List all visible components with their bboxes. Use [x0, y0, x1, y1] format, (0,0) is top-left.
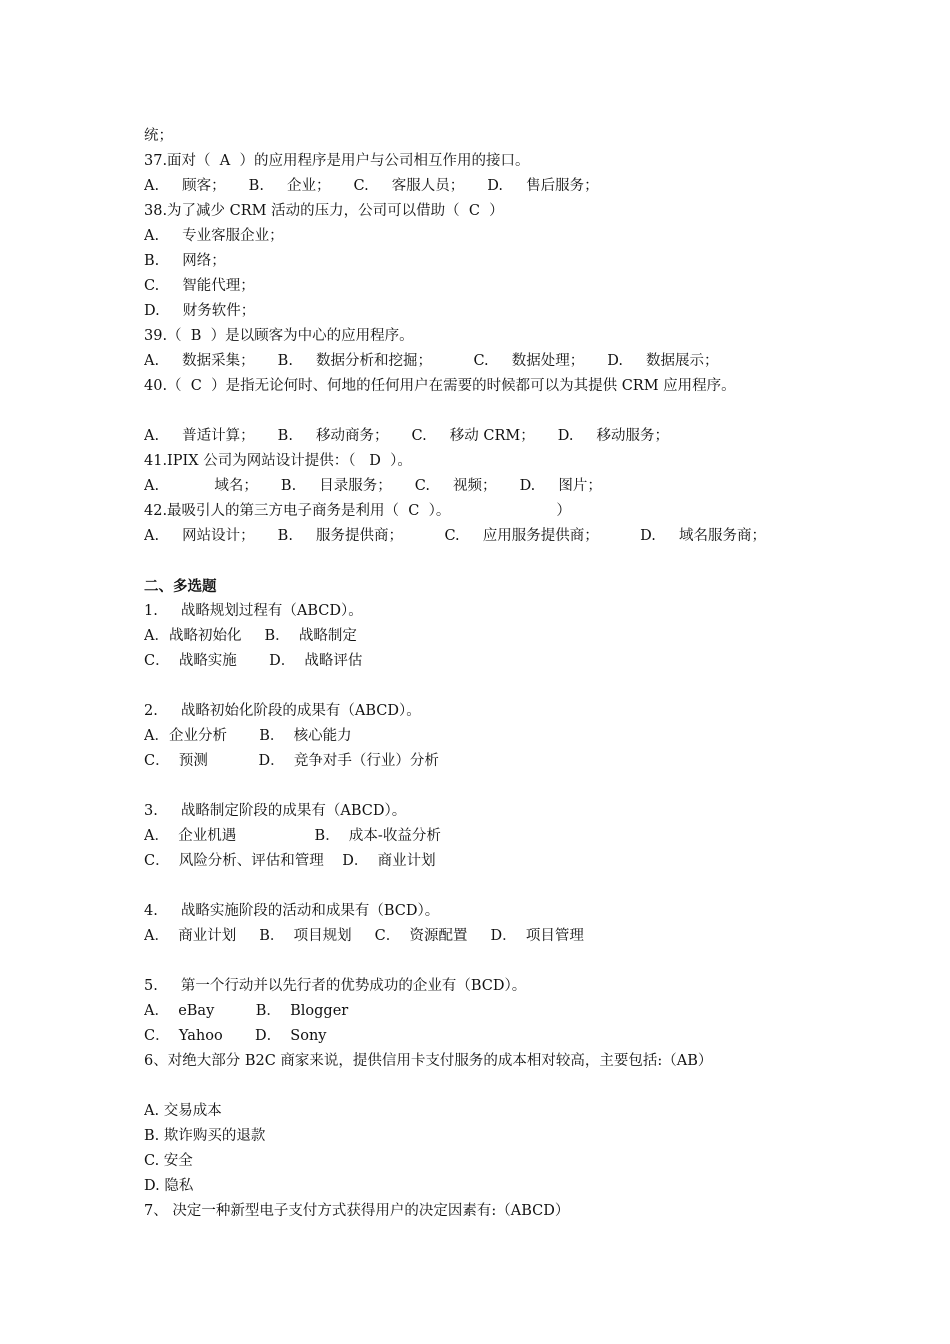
text-line: A. 交易成本	[144, 1103, 222, 1119]
text-line: C． Yahoo D． Sony	[144, 1028, 327, 1044]
text-line: C． 预测 D． 竞争对手（行业）分析	[144, 753, 439, 769]
blank-line	[144, 399, 834, 424]
text-line: A．企业分析 B． 核心能力	[144, 728, 352, 744]
text-line: 7、 决定一种新型电子支付方式获得用户的决定因素有:（ABCD）	[144, 1203, 570, 1219]
text-line: A． eBay B． Blogger	[144, 1003, 349, 1019]
text-line: C． 风险分析、评估和管理 D． 商业计划	[144, 853, 436, 869]
text-line: 3. 战略制定阶段的成果有（ABCD）。	[144, 803, 407, 819]
text-line: A．战略初始化 B． 战略制定	[144, 628, 357, 644]
text-line: 统；	[144, 128, 173, 144]
section-heading: 二、多选题	[144, 578, 217, 595]
text-line: C． 战略实施 D． 战略评估	[144, 653, 363, 669]
text-line: A． 企业机遇 B． 成本-收益分析	[144, 828, 441, 844]
blank-line	[144, 1074, 834, 1099]
text-line: A． 商业计划 B． 项目规划 C． 资源配置 D． 项目管理	[144, 928, 584, 944]
text-line: 37.面对（ A ）的应用程序是用户与公司相互作用的接口。	[144, 153, 530, 169]
text-line: 5. 第一个行动并以先行者的优势成功的企业有（BCD）。	[144, 978, 527, 994]
blank-line	[144, 774, 834, 799]
blank-line	[144, 549, 834, 574]
blank-line	[144, 874, 834, 899]
text-line: 42.最吸引人的第三方电子商务是利用（ C ）。 ）	[144, 503, 571, 519]
document-body	[144, 124, 834, 1224]
text-line: C. 智能代理；	[144, 278, 255, 294]
text-line: 2. 战略初始化阶段的成果有（ABCD）。	[144, 703, 421, 719]
text-line: 6、对绝大部分 B2C 商家来说，提供信用卡支付服务的成本相对较高，主要包括:（AB）	[144, 1053, 713, 1069]
text-line: 1. 战略规划过程有（ABCD）。	[144, 603, 363, 619]
text-line: B. 欺诈购买的退款	[144, 1128, 266, 1144]
text-line: C. 安全	[144, 1153, 193, 1169]
text-line: D. 财务软件；	[144, 303, 256, 319]
text-line: 38.为了减少 CRM 活动的压力，公司可以借助（ C ）	[144, 203, 504, 219]
text-line: A. 数据采集； B. 数据分析和挖掘； C. 数据处理； D. 数据展示；	[144, 353, 719, 369]
text-line: A. 顾客； B. 企业； C. 客服人员； D. 售后服务；	[144, 178, 599, 194]
text-line: B. 网络；	[144, 253, 226, 269]
text-line: A. 专业客服企业；	[144, 228, 284, 244]
text-line: A. 普适计算； B. 移动商务； C. 移动 CRM； D. 移动服务；	[144, 428, 670, 444]
text-line: 39.（ B ）是以顾客为中心的应用程序。	[144, 328, 414, 344]
text-line: 41.IPIX 公司为网站设计提供：（ D ）。	[144, 453, 412, 469]
blank-line	[144, 949, 834, 974]
blank-line	[144, 674, 834, 699]
text-line: A. 网站设计； B. 服务提供商； C. 应用服务提供商； D. 域名服务商；	[144, 528, 766, 544]
text-line: D. 隐私	[144, 1178, 194, 1194]
text-line: 4. 战略实施阶段的活动和成果有（BCD）。	[144, 903, 440, 919]
text-line: 40.（ C ）是指无论何时、何地的任何用户在需要的时候都可以为其提供 CRM 应用程序。	[144, 378, 736, 394]
text-line: A. 域名； B. 目录服务； C. 视频； D. 图片；	[144, 478, 602, 494]
